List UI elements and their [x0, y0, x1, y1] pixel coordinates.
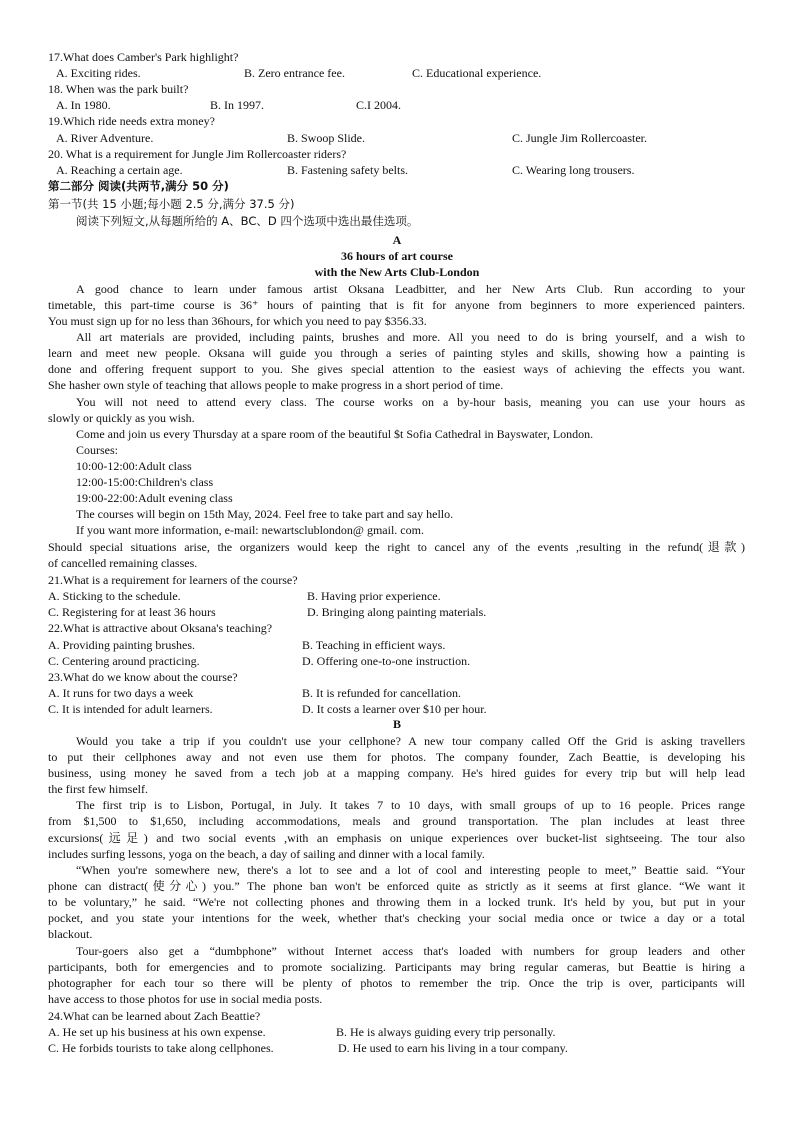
passage-b-text-line: blackout. — [48, 927, 93, 941]
passage-a-text-line: learn and meet new people. Oksana will guide you through a series of painting styles and skills, showing how a painting is — [48, 346, 745, 360]
passage-a-text-line: of cancelled remaining classes. — [48, 556, 198, 570]
question-23-option-d: D. It costs a learner over $10 per hour. — [302, 702, 487, 716]
passage-b-text-line: Tour-goers also get a “dumbphone” without Internet access that's loaded with numbers for group leaders and other — [76, 944, 745, 958]
part-2-title: 第二部分 阅读(共两节,满分 50 分) — [48, 179, 229, 193]
question-21-option-c: C. Registering for at least 36 hours — [48, 605, 216, 619]
question-19-option-b: B. Swoop Slide. — [287, 131, 366, 145]
question-20-stem: 20. What is a requirement for Jungle Jim Rollercoaster riders? — [48, 147, 347, 161]
question-17-stem: 17.What does Camber's Park highlight? — [48, 50, 239, 64]
question-24-option-d: D. He used to earn his living in a tour company. — [338, 1041, 568, 1055]
contact-email: If you want more information, e-mail: newartsclublondon@ gmail. com. — [76, 523, 424, 537]
question-17-option-c: C. Educational experience. — [412, 66, 542, 80]
section-1-title: 第一节(共 15 小题;每小题 2.5 分,满分 37.5 分) — [48, 197, 295, 211]
question-21-option-a: A. Sticking to the schedule. — [48, 589, 181, 603]
question-18-option-b: B. In 1997. — [210, 98, 264, 112]
question-23-option-b: B. It is refunded for cancellation. — [302, 686, 461, 700]
question-18-option-a: A. In 1980. — [56, 98, 111, 112]
question-19-option-a: A. River Adventure. — [56, 131, 154, 145]
question-21-option-b: B. Having prior experience. — [307, 589, 441, 603]
question-17-option-b: B. Zero entrance fee. — [244, 66, 345, 80]
course-item: 10:00-12:00:Adult class — [76, 459, 192, 473]
question-22-option-c: C. Centering around practicing. — [48, 654, 200, 668]
passage-b-text-line: have access to those photos for use in social media posts. — [48, 992, 323, 1006]
question-22-stem: 22.What is attractive about Oksana's teaching? — [48, 621, 273, 635]
passage-a-text-line: You will not need to attend every class. The course works on a by-hour basis, meaning you can use your hours as — [76, 395, 745, 409]
passage-b-text-line: excursions(远足) and two social events ,with an emphasis on unique experiences over bucket-list sightseeing. The tour also — [48, 831, 745, 845]
reading-instruction: 阅读下列短文,从每题所给的 A、BC、D 四个选项中选出最佳选项。 — [76, 214, 419, 228]
passage-a-text-line: timetable, this part-time course is 36⁺ hours of painting that is fit for anyone from beginners to more experienced painters. — [48, 298, 745, 312]
question-23-stem: 23.What do we know about the course? — [48, 670, 238, 684]
question-24-option-a: A. He set up his business at his own expense. — [48, 1025, 266, 1039]
passage-a-location: Come and join us every Thursday at a spare room of the beautiful $t Sofia Cathedral in Bayswater, London. — [76, 427, 594, 441]
question-22-option-b: B. Teaching in efficient ways. — [302, 638, 446, 652]
question-24-option-b: B. He is always guiding every trip personally. — [336, 1025, 556, 1039]
passage-b-text-line: from $1,500 to $1,650, including accommodations, meals and ground transportation. The plan includes at least three — [48, 814, 745, 828]
question-19-option-c: C. Jungle Jim Rollercoaster. — [512, 131, 647, 145]
course-start-date: The courses will begin on 15th May, 2024. Feel free to take part and say hello. — [76, 507, 454, 521]
passage-a-text-line: slowly or quickly as you wish. — [48, 411, 195, 425]
question-21-stem: 21.What is a requirement for learners of the course? — [48, 573, 298, 587]
passage-a-text-line: All art materials are provided, including paints, brushes and more. All you need to do is bring yourself, and a wish to — [76, 330, 745, 344]
passage-a-text-line: You must sign up for no less than 36hours, for which you need to pay $356.33. — [48, 314, 427, 328]
passage-b-text-line: The first trip is to Lisbon, Portugal, in July. It takes 7 to 10 days, with small groups of up to 16 people. Prices range — [76, 798, 745, 812]
question-17-option-a: A. Exciting rides. — [56, 66, 141, 80]
passage-b-label: B — [392, 717, 401, 731]
passage-a-subtitle: with the New Arts Club-London — [314, 265, 480, 279]
question-18-stem: 18. When was the park built? — [48, 82, 189, 96]
passage-b-text-line: photographer for each tour so there will be plenty of photos to remember the trip. Once the trip is over, participants will — [48, 976, 745, 990]
passage-b-text-line: “When you're somewhere new, there's a lot to see and a lot of cool and interesting people to meet,” Beattie said. “Your — [76, 863, 745, 877]
question-18-option-c: C.I 2004. — [356, 98, 401, 112]
question-20-option-c: C. Wearing long trousers. — [512, 163, 635, 177]
passage-b-text-line: pocket, and you state your intentions for the week, whether that's checking your social media once or twice a day or a total — [48, 911, 745, 925]
passage-b-text-line: business, using money he saved from a tech job at a mapping company. He's hired guides for every trip but will help lead — [48, 766, 745, 780]
passage-a-text-line: A good chance to learn under famous artist Oksana Leadbitter, and her New Arts Club. Run according to your — [76, 282, 745, 296]
question-24-stem: 24.What can be learned about Zach Beattie? — [48, 1009, 261, 1023]
question-22-option-a: A. Providing painting brushes. — [48, 638, 195, 652]
question-21-option-d: D. Bringing along painting materials. — [307, 605, 487, 619]
passage-a-text-line: done and offering frequent support to you. She gives special attention to the easiest ways of achieving the effects you want. — [48, 362, 745, 376]
passage-b-text-line: includes surfing lessons, yoga on the beach, a day of sailing and dinner with a local family. — [48, 847, 485, 861]
question-20-option-a: A. Reaching a certain age. — [56, 163, 183, 177]
passage-b-text-line: the first few himself. — [48, 782, 148, 796]
question-20-option-b: B. Fastening safety belts. — [287, 163, 408, 177]
course-item: 19:00-22:00:Adult evening class — [76, 491, 233, 505]
passage-b-text-line: Would you take a trip if you couldn't use your cellphone? A new tour company called Off the Grid is asking travellers — [76, 734, 745, 748]
passage-b-text-line: to be voluntary,” he said. “We're not collecting phones and throwing them in a locked trunk. It's held by you, but put in your — [48, 895, 745, 909]
course-item: 12:00-15:00:Children's class — [76, 475, 214, 489]
courses-label: Courses: — [76, 443, 118, 457]
passage-b-text-line: participants, both for emergencies and to promote socializing. Participants may bring regular cameras, but Beattie is hiring a — [48, 960, 745, 974]
question-22-option-d: D. Offering one-to-one instruction. — [302, 654, 471, 668]
passage-a-text-line: Should special situations arise, the organizers would keep the right to cancel any of the events ,resulting in the refund(退款) — [48, 540, 745, 554]
passage-b-text-line: phone can distract(使分心) you.” The phone ban won't be enforced quite as strictly as it seems at first glance. “We want it — [48, 879, 745, 893]
question-19-stem: 19.Which ride needs extra money? — [48, 114, 215, 128]
passage-b-text-line: to put their cellphones away and not even use them for photos. The company founder, Zach Beattie, is developing his — [48, 750, 745, 764]
question-23-option-c: C. It is intended for adult learners. — [48, 702, 213, 716]
question-23-option-a: A. It runs for two days a week — [48, 686, 194, 700]
passage-a-label: A — [392, 233, 402, 247]
question-24-option-c: C. He forbids tourists to take along cellphones. — [48, 1041, 274, 1055]
passage-a-text-line: She hasher own style of teaching that allows people to make progress in a short period of time. — [48, 378, 504, 392]
passage-a-title: 36 hours of art course — [341, 249, 453, 263]
